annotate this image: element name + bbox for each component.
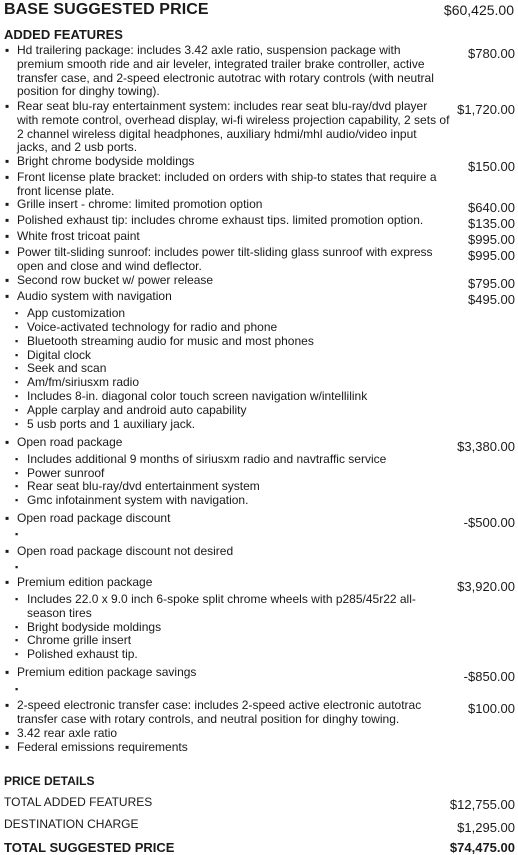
square-bullet-icon: ▪ <box>15 495 19 505</box>
bullet-icon: ▪ <box>5 273 10 287</box>
square-bullet-icon: ▪ <box>15 377 19 387</box>
feature-item <box>5 44 515 99</box>
square-bullet-icon: ▪ <box>15 649 19 659</box>
bullet-icon: ▪ <box>5 43 10 57</box>
feature-label: Polished exhaust tip: includes chrome exhaust tips. limited promotion option. <box>17 213 424 227</box>
feature-label: Open road package discount <box>17 511 171 525</box>
feature-item <box>5 666 515 684</box>
bullet-icon: ▪ <box>5 197 10 211</box>
sub-item: ▪ Rear seat blu-ray/dvd entertainment system <box>15 479 260 493</box>
bullet-icon: ▪ <box>5 665 10 679</box>
feature-price: $150.00 <box>468 159 515 174</box>
feature-price: $3,380.00 <box>457 439 515 454</box>
feature-label: Second row bucket w/ power release <box>17 273 214 287</box>
feature-item <box>5 699 515 727</box>
bullet-icon: ▪ <box>5 154 10 168</box>
square-bullet-icon: ▪ <box>15 468 19 478</box>
square-bullet-icon: ▪ <box>15 419 19 429</box>
bullet-icon: ▪ <box>5 698 10 712</box>
square-bullet-icon: ▪ <box>15 562 19 572</box>
feature-label: Open road package <box>17 435 123 449</box>
feature-item <box>5 545 515 559</box>
sub-item: ▪ Polished exhaust tip. <box>15 647 138 661</box>
bullet-icon: ▪ <box>5 229 10 243</box>
square-bullet-icon: ▪ <box>15 391 19 401</box>
feature-price: $3,920.00 <box>457 579 515 594</box>
sub-item: ▪ Voice-activated technology for radio and phone <box>15 320 278 334</box>
detail-label: DESTINATION CHARGE <box>4 817 139 831</box>
feature-price: -$500.00 <box>463 515 515 530</box>
bullet-icon: ▪ <box>5 544 10 558</box>
sub-item <box>15 561 27 575</box>
feature-price: $495.00 <box>468 292 515 307</box>
sub-item: ▪ Seek and scan <box>15 361 107 375</box>
square-bullet-icon: ▪ <box>15 684 19 694</box>
feature-price: $1,720.00 <box>457 102 515 117</box>
detail-price: $1,295.00 <box>457 820 515 835</box>
feature-price: $640.00 <box>468 200 515 215</box>
bullet-icon: ▪ <box>5 575 10 589</box>
sub-item: ▪ Chrome grille insert <box>15 633 132 647</box>
square-bullet-icon: ▪ <box>15 308 19 318</box>
square-bullet-icon: ▪ <box>15 322 19 332</box>
feature-item <box>5 290 515 307</box>
sub-item: ▪ Digital clock <box>15 348 92 362</box>
feature-item <box>5 741 515 755</box>
sub-item: ▪ Power sunroof <box>15 466 105 480</box>
total-row <box>4 840 515 855</box>
sub-item: ▪ Apple carplay and android auto capability <box>15 403 247 417</box>
base-price-title: BASE SUGGESTED PRICE <box>4 1 209 18</box>
feature-item <box>5 727 515 741</box>
bullet-icon: ▪ <box>5 289 10 303</box>
feature-label: 2-speed electronic transfer case: includes 2-speed active electronic autotrac transfer case with rotary controls, and neutral position for dinghy towing. <box>17 698 422 726</box>
detail-row <box>4 817 515 835</box>
square-bullet-icon: ▪ <box>15 336 19 346</box>
feature-label: Power tilt-sliding sunroof: includes power tilt-sliding glass sunroof with express open and close and wind deflector. <box>17 245 433 273</box>
bullet-icon: ▪ <box>5 511 10 525</box>
square-bullet-icon: ▪ <box>15 594 19 604</box>
feature-label: Audio system with navigation <box>17 289 172 303</box>
total-price: $74,475.00 <box>449 840 515 855</box>
bullet-icon: ▪ <box>5 435 10 449</box>
feature-label: Open road package discount not desired <box>17 544 234 558</box>
detail-price: $12,755.00 <box>449 797 515 812</box>
square-bullet-icon: ▪ <box>15 481 19 491</box>
feature-price: $995.00 <box>468 232 515 247</box>
feature-price: $135.00 <box>468 216 515 231</box>
feature-item <box>5 246 515 274</box>
sub-item: ▪ Includes 22.0 x 9.0 inch 6-spoke split chrome wheels with p285/45r22 all-season tires <box>15 592 416 620</box>
base-price-row <box>4 0 514 20</box>
feature-price: $995.00 <box>468 248 515 263</box>
square-bullet-icon: ▪ <box>15 405 19 415</box>
feature-label: Premium edition package <box>17 575 153 589</box>
feature-item <box>5 171 515 199</box>
feature-label: White frost tricoat paint <box>17 229 140 243</box>
sub-item: ▪ Am/fm/siriusxm radio <box>15 375 140 389</box>
feature-price: $795.00 <box>468 276 515 291</box>
bullet-icon: ▪ <box>5 170 10 184</box>
square-bullet-icon: ▪ <box>15 454 19 464</box>
sub-item: ▪ Bright bodyside moldings <box>15 620 162 634</box>
sub-item: ▪ Bluetooth streaming audio for music and most phones <box>15 334 314 348</box>
bullet-icon: ▪ <box>5 99 10 113</box>
feature-label: Hd trailering package: includes 3.42 axle ratio, suspension package with premium smooth ride and air leveler, integrated trailer brake controller, active transfer case, and 2-speed electronic autotrac with rotary controls (with neutral position for dinghy towing). <box>17 43 434 99</box>
sub-item: ▪ Gmc infotainment system with navigation. <box>15 493 249 507</box>
feature-price: -$850.00 <box>463 669 515 684</box>
total-label: TOTAL SUGGESTED PRICE <box>4 840 175 855</box>
feature-label: Bright chrome bodyside moldings <box>17 154 195 168</box>
feature-label: 3.42 rear axle ratio <box>17 726 118 740</box>
sub-item: ▪ 5 usb ports and 1 auxiliary jack. <box>15 417 196 431</box>
feature-price: $780.00 <box>468 46 515 61</box>
feature-item <box>5 100 515 155</box>
square-bullet-icon: ▪ <box>15 635 19 645</box>
base-price-value: $60,425.00 <box>443 2 514 18</box>
sub-item: ▪ App customization <box>15 306 126 320</box>
added-features-title: ADDED FEATURES <box>4 27 123 42</box>
sub-item: ▪ Includes 8-in. diagonal color touch screen navigation w/intellilink <box>15 389 368 403</box>
bullet-icon: ▪ <box>5 213 10 227</box>
bullet-icon: ▪ <box>5 245 10 259</box>
feature-label: Federal emissions requirements <box>17 740 188 754</box>
square-bullet-icon: ▪ <box>15 350 19 360</box>
square-bullet-icon: ▪ <box>15 529 19 539</box>
bullet-icon: ▪ <box>5 726 10 740</box>
detail-label: TOTAL ADDED FEATURES <box>4 795 153 809</box>
square-bullet-icon: ▪ <box>15 622 19 632</box>
square-bullet-icon: ▪ <box>15 363 19 373</box>
bullet-icon: ▪ <box>5 740 10 754</box>
feature-label: Grille insert - chrome: limited promotion option <box>17 197 263 211</box>
sub-item <box>15 683 27 697</box>
sub-item: ▪ Includes additional 9 months of siriusxm radio and navtraffic service <box>15 452 387 466</box>
feature-label: Rear seat blu-ray entertainment system: includes rear seat blu-ray/dvd player with remote control, overhead display, wi-fi wireless projection capability, 2 sets of 2 channel wireless digital headphones, auxiliary hdmi/mhl audio/video input jacks, and 2 usb ports. <box>17 99 450 155</box>
feature-price: $100.00 <box>468 701 515 716</box>
feature-label: Premium edition package savings <box>17 665 197 679</box>
sub-item <box>15 528 27 542</box>
feature-label: Front license plate bracket: included on orders with ship-to states that require a front license plate. <box>17 170 437 198</box>
feature-item <box>5 512 515 530</box>
price-details-title: PRICE DETAILS <box>4 774 95 788</box>
detail-row <box>4 795 515 812</box>
